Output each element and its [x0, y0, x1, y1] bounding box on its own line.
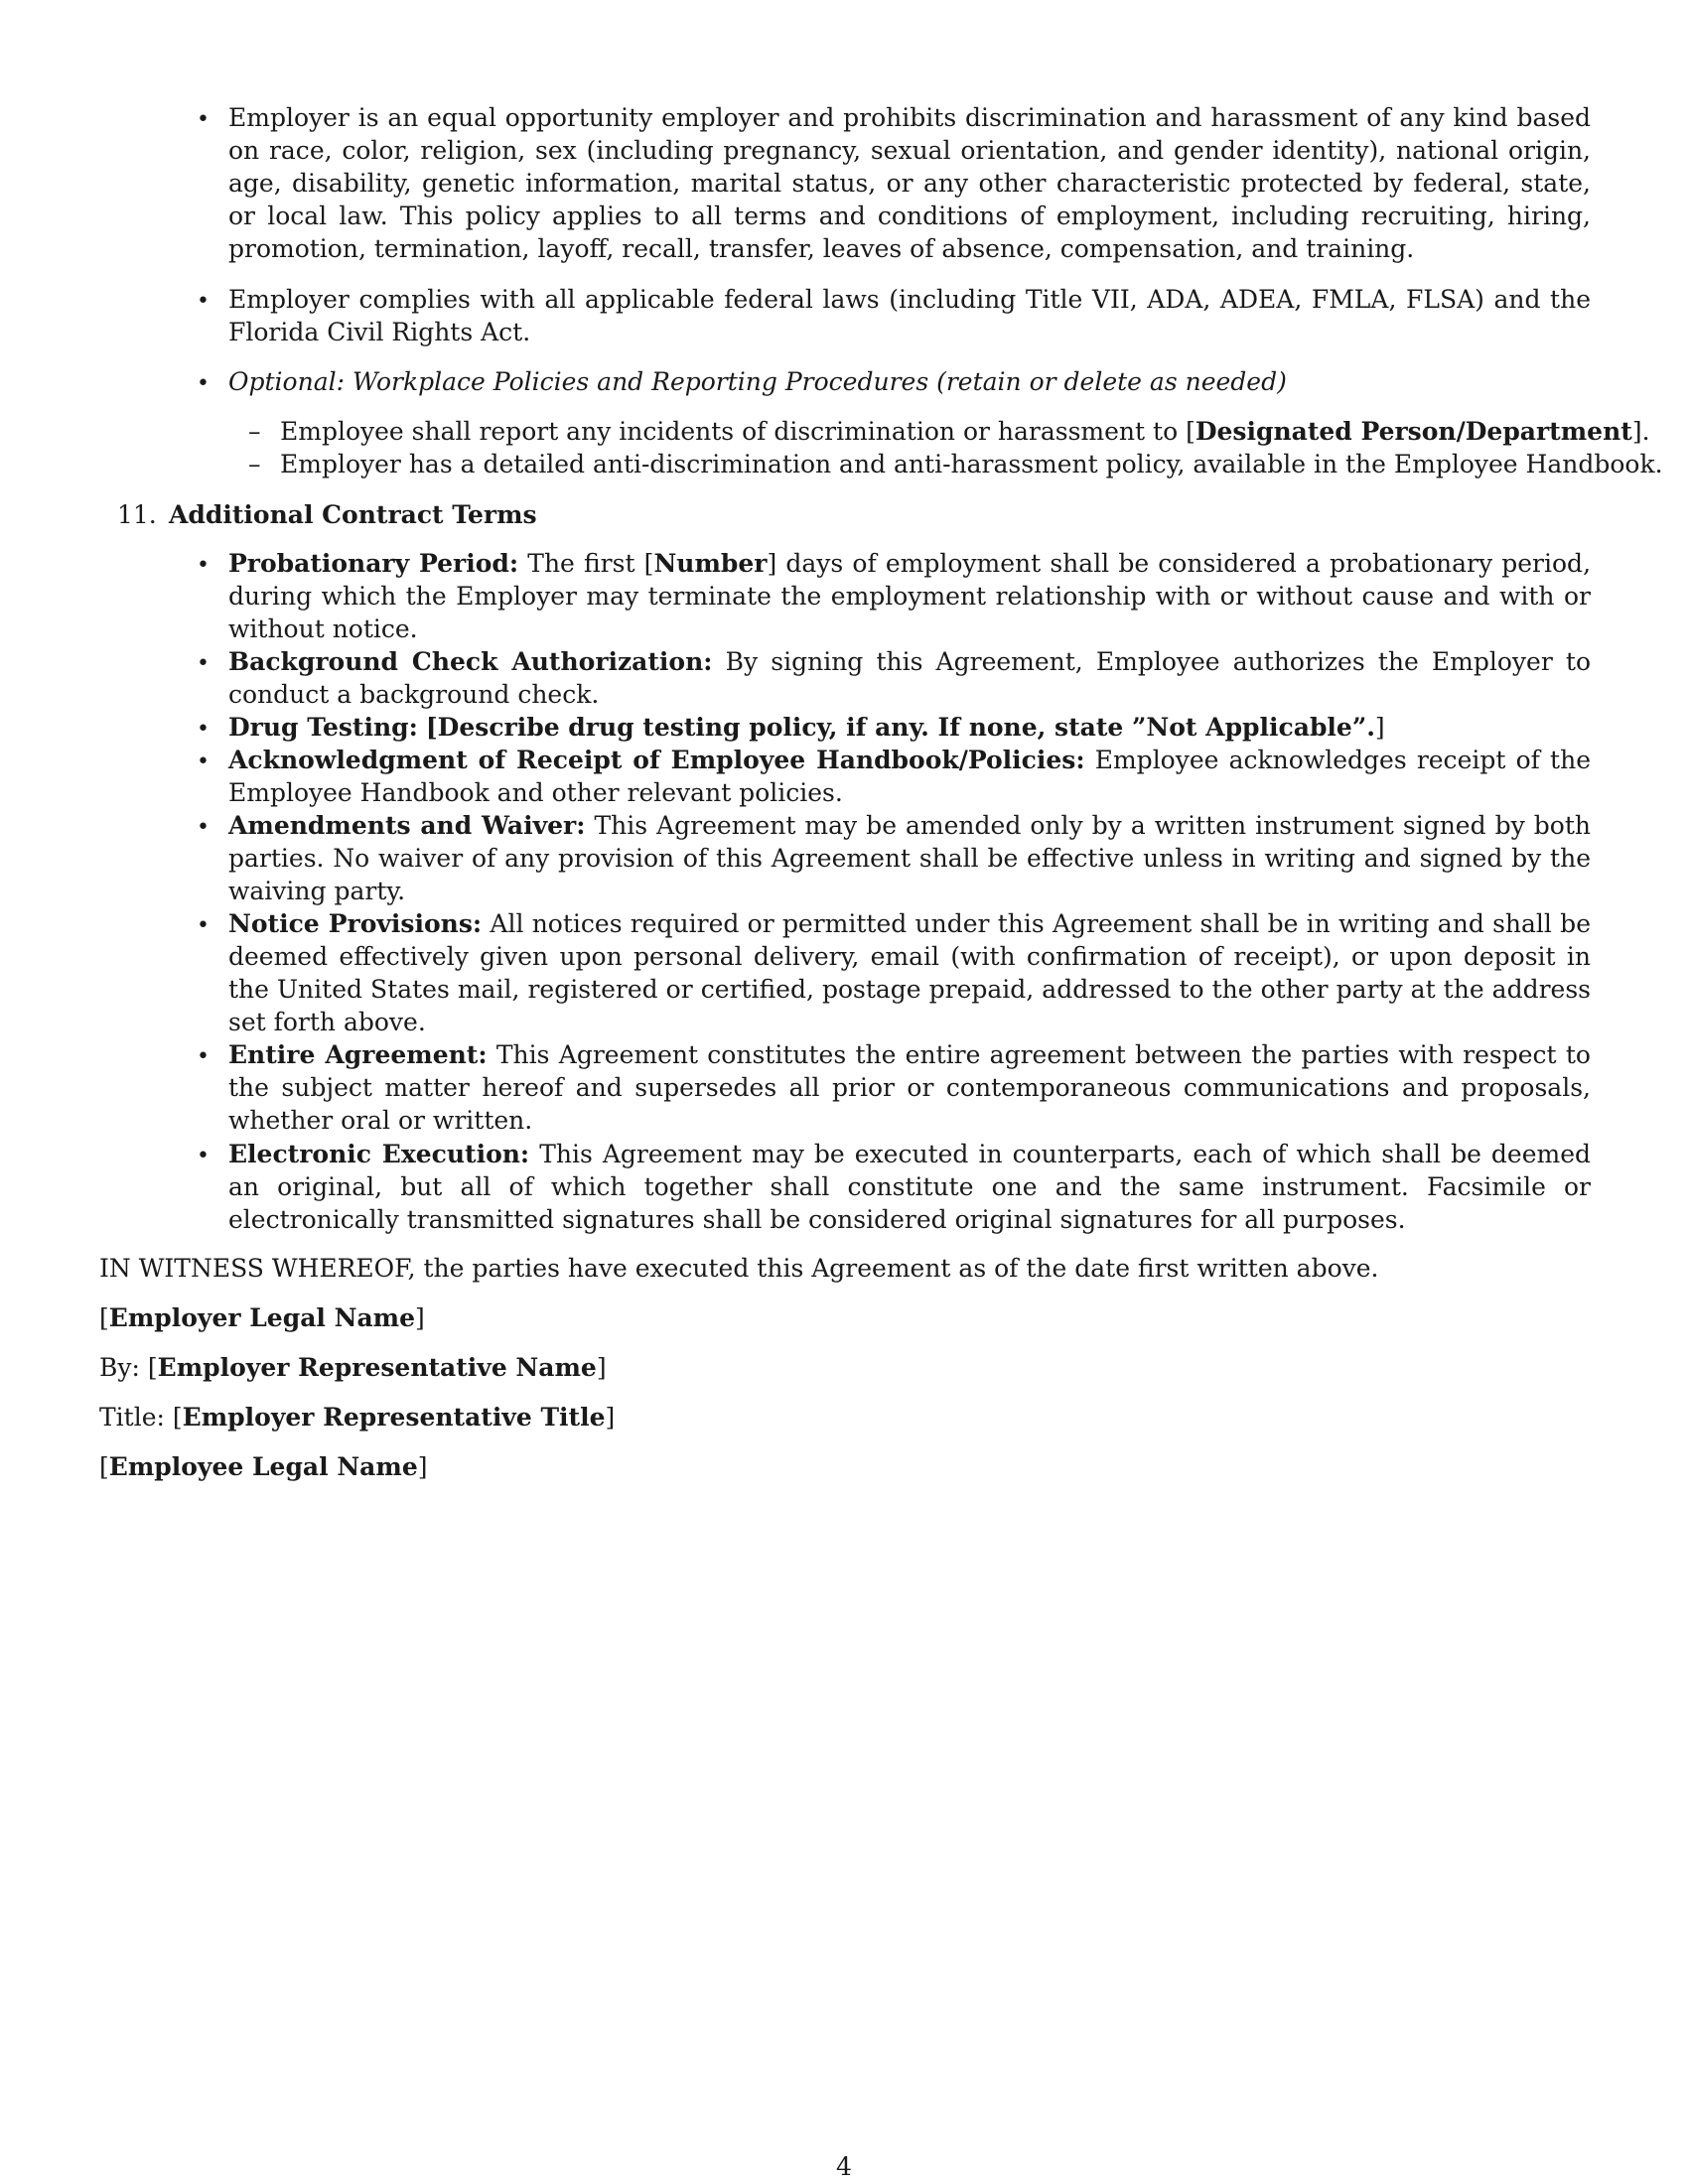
- bullet-marker: •: [197, 371, 210, 396]
- bullet-marker: •: [197, 1144, 210, 1168]
- optional-policies-heading: Optional: Workplace Policies and Reporting Procedures (retain or delete as needed): [228, 367, 1287, 396]
- handbook-policy-item: Employer has a detailed anti-discrimination and anti-harassment policy, available in the Employee Handbook.: [280, 450, 1663, 478]
- bullet-marker: •: [197, 553, 210, 578]
- drug-testing-item: Drug Testing: [Describe drug testing policy, if any. If none, state ”Not Applicable”.]: [228, 713, 1385, 742]
- amendments-waiver-item: Amendments and Waiver: This Agreement may be amended only by a written instrument signed by both parties. No waiver of any provision of this Agreement shall be effective unless in writing and signed by the waiving party.: [228, 811, 1591, 905]
- report-incidents-item: Employee shall report any incidents of discrimination or harassment to [Designated Person/Department].: [280, 417, 1650, 446]
- witness-statement: IN WITNESS WHEREOF, the parties have executed this Agreement as of the date first written above.: [99, 1254, 1379, 1283]
- notice-provisions-item: Notice Provisions: All notices required or permitted under this Agreement shall be in writing and shall be deemed effectively given upon personal delivery, email (with confirmation of receipt), or upon deposit in the United States mail, registered or certified, postage prepaid, addressed to the other party at the address set forth above.: [228, 909, 1591, 1036]
- bullet-marker: •: [197, 717, 210, 742]
- employer-name-line: [Employer Legal Name]: [99, 1303, 425, 1332]
- section-number: 11.: [117, 500, 157, 529]
- federal-laws-paragraph: Employer complies with all applicable federal laws (including Title VII, ADA, ADEA, FMLA, FLSA) and the Florida Civil Rights Act.: [228, 285, 1591, 346]
- bullet-marker: •: [197, 107, 210, 132]
- title-line: Title: [Employer Representative Title]: [99, 1403, 616, 1432]
- dash-marker: –: [248, 417, 261, 446]
- employee-name-placeholder: Employee Legal Name: [108, 1452, 418, 1481]
- dash-marker: –: [248, 450, 261, 478]
- bullet-marker: •: [197, 913, 210, 938]
- employer-name-placeholder: Employer Legal Name: [108, 1303, 416, 1332]
- employee-name-line: [Employee Legal Name]: [99, 1452, 428, 1481]
- bullet-marker: •: [197, 815, 210, 840]
- by-line: By: [Employer Representative Name]: [99, 1353, 607, 1382]
- bullet-marker: •: [197, 289, 210, 314]
- number-placeholder: Number: [653, 549, 768, 578]
- eeo-policy-paragraph: Employer is an equal opportunity employer and prohibits discrimination and harassment of any kind based on race, color, religion, sex (including pregnancy, sexual orientation, and gender identity), national origin, age, disability, genetic information, marital status, or any other characteristic protected by federal, state, or local law. This policy applies to all terms and conditions of employment, including recruiting, hiring, promotion, termination, layoff, recall, transfer, leaves of absence, compensation, and training.: [228, 103, 1591, 263]
- handbook-acknowledgment-item: Acknowledgment of Receipt of Employee Handbook/Policies: Employee acknowledges receipt of the Employee Handbook and other relevant policies.: [228, 746, 1591, 807]
- probationary-period-item: Probationary Period: The first [Number] days of employment shall be considered a probationary period, during which the Employer may terminate the employment relationship with or without cause and with or without notice.: [228, 549, 1592, 643]
- drug-testing-placeholder: Describe drug testing policy, if any. If none, state ”Not Applicable”.: [437, 713, 1375, 742]
- bullet-marker: •: [197, 651, 210, 676]
- section-title: Additional Contract Terms: [169, 500, 537, 529]
- bullet-marker: •: [197, 750, 210, 774]
- entire-agreement-item: Entire Agreement: This Agreement constitutes the entire agreement between the parties with respect to the subject matter hereof and supersedes all prior or contemporaneous communications and proposals, whether oral or written.: [228, 1040, 1591, 1135]
- designated-person-placeholder: Designated Person/Department: [1195, 417, 1632, 446]
- rep-title-placeholder: Employer Representative Title: [182, 1403, 606, 1432]
- background-check-item: Background Check Authorization: By signing this Agreement, Employee authorizes the Employer to conduct a background check.: [228, 647, 1592, 709]
- electronic-execution-item: Electronic Execution: This Agreement may be executed in counterparts, each of which shall be deemed an original, but all of which together shall constitute one and the same instrument. Facsimile or electronically transmitted signatures shall be considered original signatures for all purposes.: [228, 1140, 1592, 1234]
- bullet-marker: •: [197, 1044, 210, 1069]
- page-number: 4: [836, 2152, 852, 2181]
- rep-name-placeholder: Employer Representative Name: [157, 1353, 597, 1382]
